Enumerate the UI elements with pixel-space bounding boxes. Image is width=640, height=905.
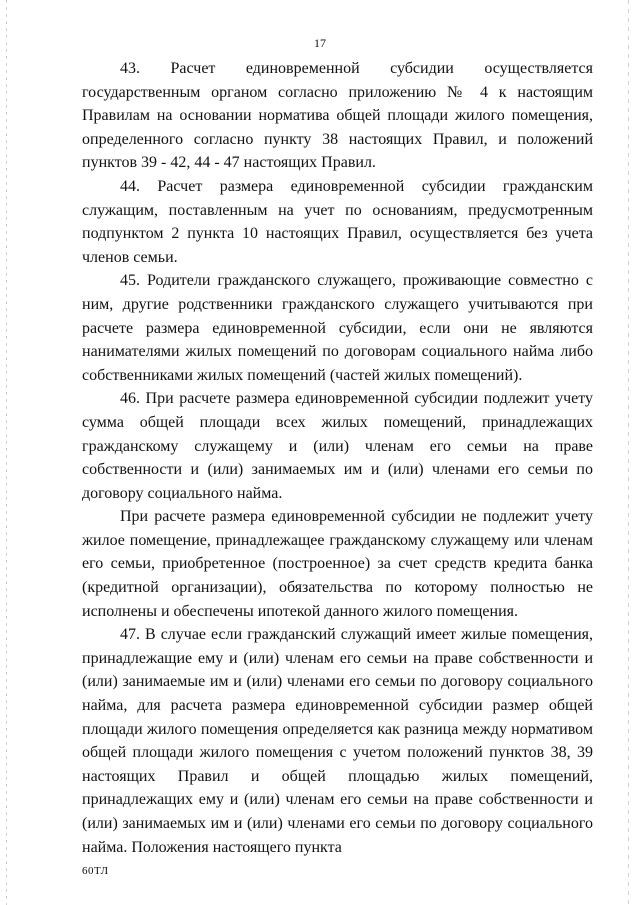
paragraph-43: 43. Расчет единовременной субсидии осуществляется государственным органом согласно приложению № 4 к настоящим Правилам на основании норматива общей площади жилого помещения, определенного согласно пункту 38 настоящих Правил, и положений пунктов 39 - 42, 44 - 47 настоящих Правил. bbox=[82, 60, 593, 172]
paragraph-44: 44. Расчет размера единовременной субсидии гражданским служащим, поставленным на учет по основаниям, предусмотренным подпунктом 2 пункта 10 настоящих Правил, осуществляется без учета членов семьи. bbox=[82, 177, 593, 266]
paragraph-47: 47. В случае если гражданский служащий имеет жилые помещения, принадлежащие ему и (или) членам его семьи на праве собственности и (или) занимаемые им и (или) членами его семьи по договору социального найма, для расчета размера единовременной субсидии размер общей площади жилого помещения определяется как разница между нормативом общей площади жилого помещения с учетом положений пунктов 38, 39 настоящих Правил и общей площадью жилых помещений, принадлежащих ему и (или) членам его семьи на праве собственности и (или) занимаемых им и (или) членами его семьи по договору социального найма. Положения настоящего пункта bbox=[82, 626, 593, 856]
scan-edge-right bbox=[628, 0, 629, 905]
paragraph-45: 45. Родители гражданского служащего, проживающие совместно с ним, другие родственники гражданского служащего учитываются при расчете размера единовременной субсидии, если они не являются нанимателями жилых помещений по договорам социального найма либо собственниками жилых помещений (частей жилых помещений). bbox=[82, 272, 593, 384]
document-body bbox=[82, 57, 593, 859]
scan-edge-left bbox=[6, 0, 7, 905]
paragraph-46-continuation: При расчете размера единовременной субсидии не подлежит учету жилое помещение, принадлежащее гражданскому служащему или членам его семьи, приобретенное (построенное) за счет средств кредита банка (кредитной организации), обязательства по которому полностью не исполнены и обеспечены ипотекой данного жилого помещения. bbox=[82, 508, 593, 620]
footer-code: 60ТЛ bbox=[82, 865, 109, 877]
page-number: 17 bbox=[314, 36, 326, 50]
paragraph-46: 46. При расчете размера единовременной субсидии подлежит учету сумма общей площади всех жилых помещений, принадлежащих гражданскому служащему и (или) членам его семьи на праве собственности и (или) занимаемых им и (или) членами его семьи по договору социального найма. bbox=[82, 390, 593, 502]
